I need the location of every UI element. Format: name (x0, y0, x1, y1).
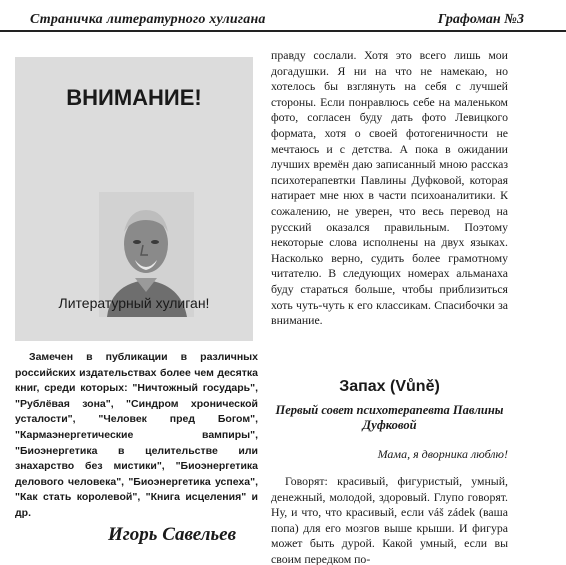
story-body: Говорят: красивый, фигуристый, умный, денежный, молодой, здоровый. Глупо говорят. Ну, и что, что красивый, если váš zádek (ваша попа) для его мозгов выше крыши. И фигура может быть дурой. Какой умный, если вы своим передком по- (271, 474, 508, 565)
story-subtitle: Первый совет психотерапевта Павлины Дуфковой (275, 403, 504, 432)
promo-title: ВНИМАНИЕ! (66, 85, 202, 110)
header-section-title: Страничка литературного хулигана (30, 12, 266, 27)
author-name: Игорь Савельев (108, 524, 237, 545)
story-title: Запах (Vůně) (339, 378, 440, 395)
page-header (0, 0, 566, 32)
header-issue-title: Графоман №3 (437, 12, 524, 27)
promo-subtitle: Литературный хулиган! (58, 295, 210, 311)
story-epigraph: Мама, я дворника люблю! (377, 447, 508, 461)
promo-box (15, 57, 253, 341)
column-text: правду сослали. Хотя это всего лишь мои догадушки. Я ни на что не намекаю, но хотелось бы взглянуть на себя с лучшей стороны. Если понравлюсь себе на маленьком фото, согласен буду дать фото Левицкого формата, хотя о своей фотогеничности не мечтаюсь и с детства. А пока в ожидании лучших времён даю записанный мною рассказ психотерапевтки Павлины Дуфковой, которая натирает мне нюх в части психоаналитики. К сожалению, не уверен, что весь перевод на русский оказался правильным. Поэтому некоторые слова исполнены на двух языках. Насколько верно, судить более грамотному читателю. В следующих номерах альманаха буду стараться больше, чтобы приблизиться хоть чуть-чуть к его классикам. Спасибочки за внимание. (271, 48, 508, 328)
author-bio: Замечен в публикации в различных российских издательствах более чем десятка книг, среди которых: "Ничтожный государь", "Рублёвая зона", "Синдром хронической усталости", "Человек пред Богом", "Кармаэнергетические вампиры", "Биоэнергетика в целительстве или знахарство без мистики", "Биоэнергетика делового человека", "Биоэнергетика успеха", "Как стать королевой", "Книга исцеления" и др. (15, 351, 258, 519)
